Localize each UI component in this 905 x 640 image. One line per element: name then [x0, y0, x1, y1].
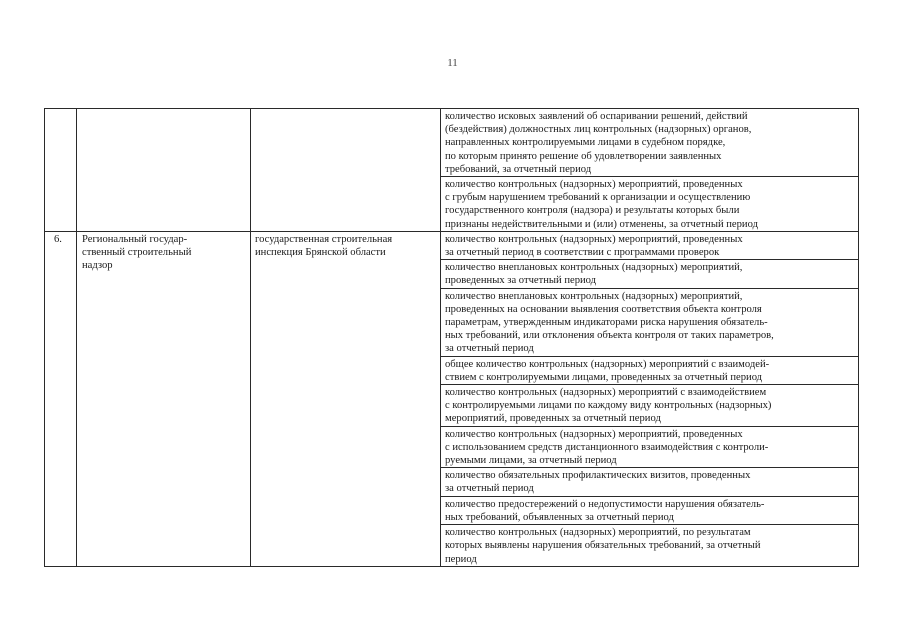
empty-cell: [251, 109, 441, 232]
indicator-text-line: руемыми лицами, за отчетный период: [445, 455, 617, 467]
empty-cell: [45, 109, 77, 232]
indicator-text-line: с контролируемыми лицами по каждому виду контрольных (надзорных): [445, 400, 772, 412]
indicator-cell: [441, 109, 859, 177]
indicator-text-line: проведенных за отчетный период: [445, 275, 597, 287]
indicator-text-line: количество внеплановых контрольных (надзорных) мероприятий,: [445, 262, 743, 274]
indicator-text-line: (бездействия) должностных лиц контрольных (надзорных) органов,: [445, 124, 752, 136]
control-type-name-line: ственный строительный: [82, 247, 192, 259]
indicator-text-line: которых выявлены нарушения обязательных требований, за отчетный: [445, 540, 761, 552]
indicator-text-line: направленных контролируемыми лицами в судебном порядке,: [445, 137, 726, 149]
table-row: [45, 109, 859, 177]
table-row: [45, 231, 859, 259]
indicator-text-line: за отчетный период: [445, 483, 534, 495]
indicator-cell: [441, 288, 859, 356]
indicator-text-line: ных требований, или отклонения объекта контроля от таких параметров,: [445, 330, 774, 342]
indicator-text-line: количество контрольных (надзорных) мероприятий с взаимодействием: [445, 387, 767, 399]
indicator-text-line: проведенных на основании выявления соответствия объекта контроля: [445, 303, 762, 315]
control-body-name-line: инспекция Брянской области: [255, 247, 386, 259]
indicator-cell: [441, 468, 859, 496]
indicator-text-line: ных требований, объявленных за отчетный период: [445, 511, 674, 523]
indicator-text-line: период: [445, 553, 477, 565]
page-number: 11: [447, 57, 458, 69]
indicator-text-line: по которым принято решение об удовлетворении заявленных: [445, 150, 722, 162]
indicator-text-line: ствием с контролируемыми лицами, проведенных за отчетный период: [445, 371, 763, 383]
indicator-text-line: количество контрольных (надзорных) мероприятий, проведенных: [445, 233, 743, 245]
indicator-text-line: количество обязательных профилактических визитов, проведенных: [445, 470, 751, 482]
indicator-cell: [441, 385, 859, 427]
indicator-text-line: количество внеплановых контрольных (надзорных) мероприятий,: [445, 290, 743, 302]
indicator-text-line: количество исковых заявлений об оспаривании решений, действий: [445, 111, 748, 122]
indicator-text-line: количество контрольных (надзорных) мероприятий, проведенных: [445, 428, 743, 440]
control-body-name: [251, 231, 441, 566]
indicator-text-line: количество контрольных (надзорных) мероприятий, проведенных: [445, 179, 743, 191]
indicator-text-line: требований, за отчетный период: [445, 163, 592, 175]
control-type-name: [77, 231, 251, 566]
indicator-cell: [441, 177, 859, 232]
indicator-text-line: общее количество контрольных (надзорных) мероприятий с взаимодей-: [445, 358, 770, 370]
indicator-text-line: признаны недействительными и (или) отменены, за отчетный период: [445, 218, 758, 230]
indicator-cell: [441, 231, 859, 259]
indicator-cell: [441, 426, 859, 468]
indicator-text-line: количество контрольных (надзорных) мероприятий, по результатам: [445, 527, 751, 539]
indicator-text-line: за отчетный период: [445, 343, 534, 355]
control-type-name-line: надзор: [82, 260, 113, 272]
control-body-name-line: государственная строительная: [255, 233, 393, 245]
indicator-text-line: с использованием средств дистанционного взаимодействия с контроли-: [445, 441, 769, 453]
indicator-text-line: с грубым нарушением требований к организации и осуществлению: [445, 192, 751, 204]
indicator-text-line: за отчетный период в соответствии с программами проверок: [445, 247, 720, 259]
indicator-text-line: параметрам, утвержденным индикаторами риска нарушения обязатель-: [445, 317, 768, 329]
indicator-cell: [441, 525, 859, 567]
indicators-table: [44, 108, 859, 567]
indicator-text-line: мероприятий, проведенных за отчетный период: [445, 413, 661, 425]
indicator-cell: [441, 356, 859, 384]
control-type-name-line: Региональный государ-: [82, 233, 188, 245]
indicator-text-line: государственного контроля (надзора) и результаты которых были: [445, 205, 740, 217]
indicator-cell: [441, 496, 859, 524]
row-number: 6.: [45, 231, 77, 566]
indicator-cell: [441, 260, 859, 288]
empty-cell: [77, 109, 251, 232]
indicator-text-line: количество предостережений о недопустимости нарушения обязатель-: [445, 498, 765, 510]
